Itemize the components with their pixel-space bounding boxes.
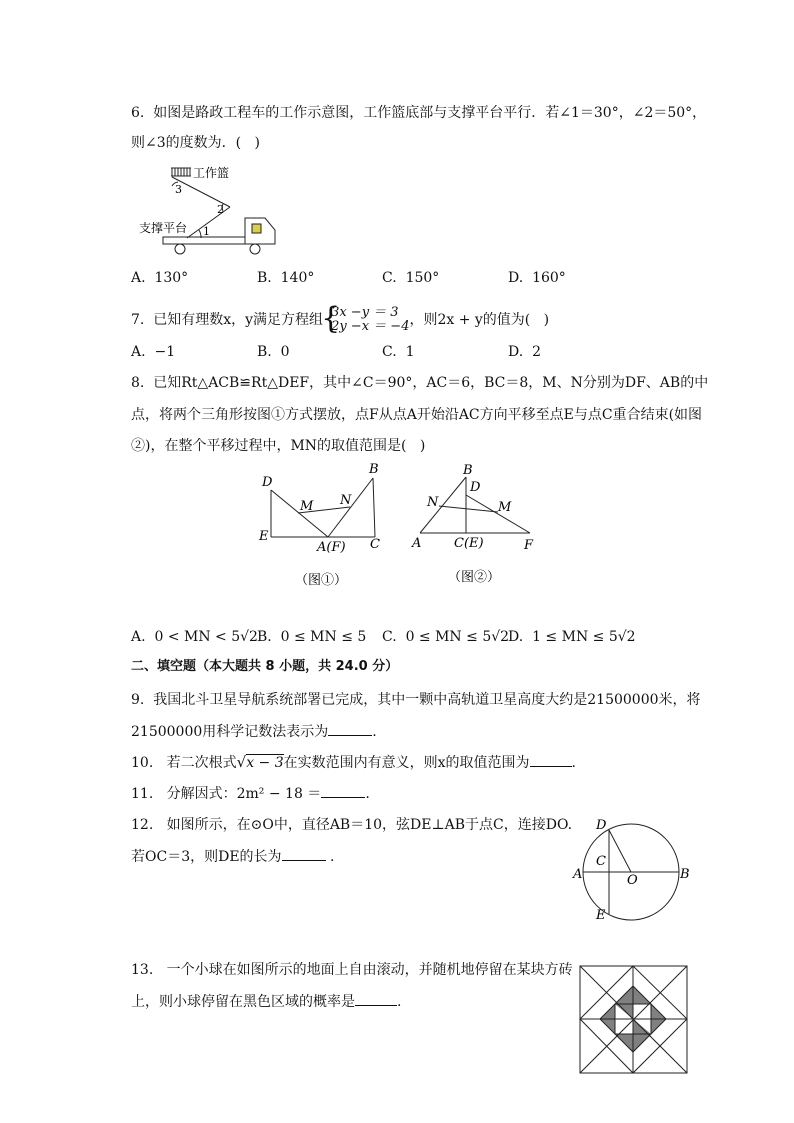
q8-option-b: B. 0 ≤ MN ≤ 5 [257,629,367,645]
basket-label: 工作篮 [193,166,230,180]
q7-option-c: C. 1 [382,344,415,360]
platform [163,237,245,244]
q9-line1: 9. 我国北斗卫星导航系统部署已完成，其中一颗中高轨道卫星高度大约是21500000米，将 [131,692,701,708]
label-E: E [259,529,269,544]
sqrt-sign-icon: √ [236,753,247,771]
segment-DO [609,830,631,872]
fig1-caption: （图①） [295,573,348,588]
q10-suffix: 在实数范围内有意义，则x的取值范围为 [283,755,530,771]
q11-text: 11. 分解因式：2m² − 18 ＝ [131,786,322,802]
q7-line [131,306,549,334]
q12-line1: 12. 如图所示，在⊙O中，直径AB＝10，弦DE⊥AB于点C，连接DO. [131,817,573,833]
label-B: B [680,867,690,882]
q10-answer-blank [530,752,572,767]
label-B: B [369,462,379,477]
q6-line1: 6. 如图是路政工程车的工作示意图，工作篮底部与支撑平台平行．若∠1＝30°，∠2＝50°， [131,105,707,121]
q13-tile-figure [578,964,690,1076]
q12-line2: 若OC＝3，则DE的长为 . [131,846,334,867]
q6-line2: 则∠3的度数为．( ) [131,135,260,151]
q7-equation-system [323,306,409,334]
label-C: C [370,537,380,552]
q13-answer-blank [355,991,397,1006]
label-M: M [300,499,314,514]
q7-eq1: 3x −y ＝ 3 [331,305,399,320]
label-F: F [524,538,534,553]
label-CE: C(E) [454,536,484,551]
q7-eq2: 2y −x ＝ −4 [331,319,410,334]
q9-line2-text: 21500000用科学记数法表示为 [131,724,329,740]
q12-answer-blank [282,846,326,861]
q9-answer-blank [328,721,372,736]
label-D: D [470,480,481,495]
front-wheel [250,244,260,254]
label-C: C [596,854,606,869]
angle2-label: 2 [217,203,224,216]
q8-figure-2 [405,458,555,593]
q7-prefix: 7. 已知有理数x，y满足方程组 [131,312,324,328]
q7-suffix: ，则2x + y的值为( ) [409,312,550,328]
q7-option-b: B. 0 [257,344,290,360]
q6-option-a: A. 130° [131,270,189,286]
label-A: A [573,867,583,882]
q13-line1: 13. 一个小球在如图所示的地面上自由滚动，并随机地停留在某块方砖 [131,962,573,978]
q6-option-b: B. 140° [257,270,315,286]
label-O: O [627,873,638,888]
truck-window [252,224,261,233]
q9-line2: 21500000用科学记数法表示为 . [131,721,377,742]
label-M: M [498,500,512,515]
q8-line1: 8. 已知Rt△ACB≌Rt△DEF，其中∠C＝90°，AC＝6，BC＝8，M、N分别为DF、AB的中 [131,375,709,391]
label-N: N [340,493,352,508]
label-AF: A(F) [317,540,346,555]
angle1-label: 1 [203,225,210,238]
q7-option-a: A. −1 [131,344,176,360]
angle3-label: 3 [175,183,182,196]
q10-line: 10. 若二次根式√x − 3在实数范围内有意义，则x的取值范围为 . [131,753,576,771]
platform-label: 支撑平台 [139,221,188,235]
label-D: D [262,475,273,490]
rear-wheel [175,244,185,254]
q11-line: 11. 分解因式：2m² − 18 ＝ . [131,783,370,804]
q8-option-c: C. 0 ≤ MN ≤ 5√2 [382,629,510,645]
q12-circle-figure [565,812,695,924]
q8-option-d: D. 1 ≤ MN ≤ 5√2 [508,629,636,645]
q13-line2: 上，则小球停留在黑色区域的概率是 . [131,991,401,1012]
q10-radicand: x − 3 [246,755,284,771]
label-A: A [412,536,422,551]
segment-BC [373,478,375,537]
label-E: E [596,908,606,923]
q8-line2: 点，将两个三角形按图①方式摆放，点F从点A开始沿AC方向平移至点E与点C重合结束(如图 [131,407,703,423]
q6-truck-figure [135,160,285,255]
q8-option-a: A. 0 < MN < 5√2 [131,629,258,645]
q8-figure-1 [255,458,390,593]
q13-line2-text: 上，则小球停留在黑色区域的概率是 [131,994,355,1010]
q8-line3: ②)，在整个平移过程中，MN的取值范围是( ) [131,438,426,454]
q6-option-d: D. 160° [508,270,566,286]
basket-hatch [171,168,191,176]
section2-header: 二、填空题（本大题共 8 小题，共 24.0 分） [131,659,399,674]
label-D: D [596,818,607,833]
q6-option-c: C. 150° [382,270,440,286]
q10-prefix: 10. 若二次根式 [131,755,237,771]
q12-line2-text: 若OC＝3，则DE的长为 [131,849,282,865]
fig2-caption: （图②） [448,570,501,585]
q7-option-d: D. 2 [508,344,541,360]
label-B: B [463,463,473,478]
q11-answer-blank [321,783,365,798]
label-N: N [427,495,439,510]
